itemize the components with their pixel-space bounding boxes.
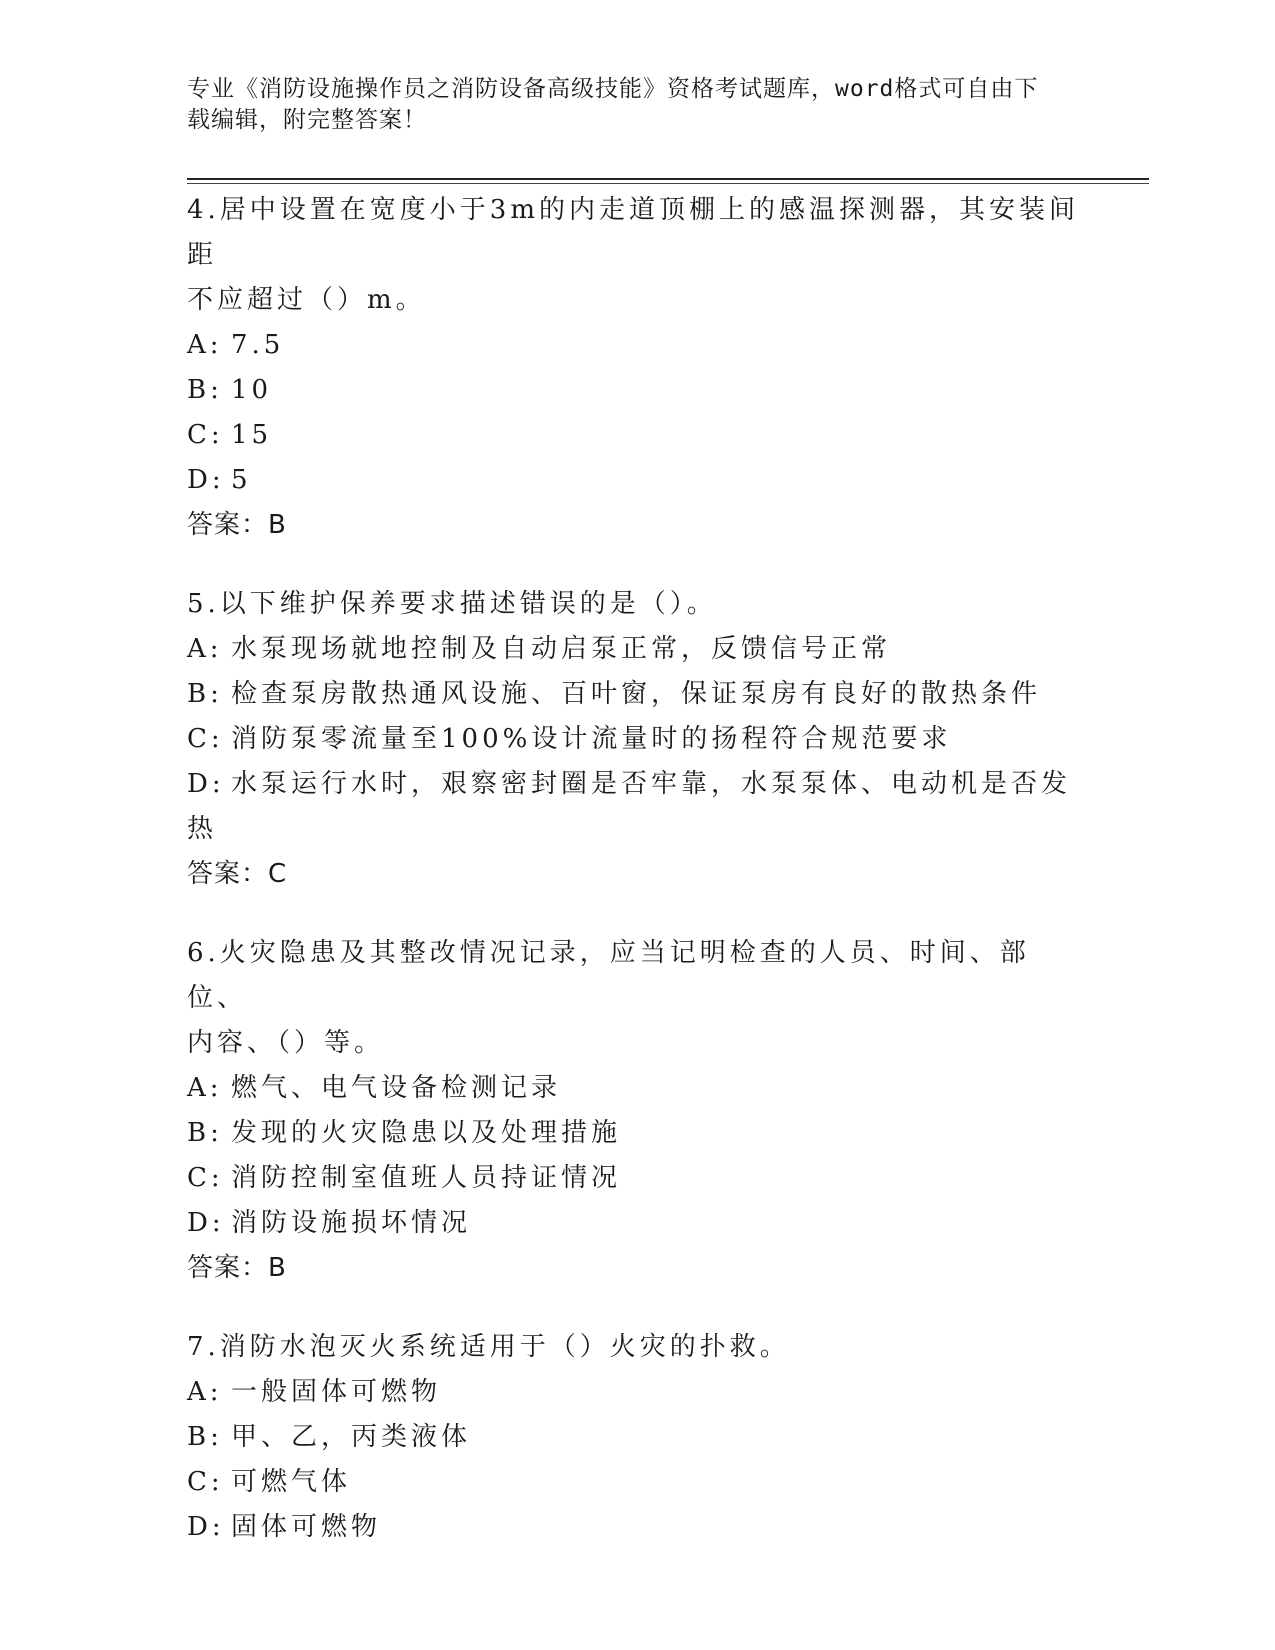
option-b <box>187 1111 1087 1156</box>
option-letter: D: <box>187 769 225 799</box>
option-c <box>187 1156 1087 1201</box>
question-stem-line-1: 7.消防水泡灭火系统适用于（）火灾的扑救。 <box>187 1332 790 1362</box>
question-5 <box>187 582 1087 897</box>
option-text: 检查泵房散热通风设施、百叶窗，保证泵房有良好的散热条件 <box>231 679 1042 709</box>
question-stem-line-2: 内容、（）等。 <box>187 1028 385 1058</box>
option-letter: D: <box>187 465 225 495</box>
option-a <box>187 1370 1087 1415</box>
question-stem-line-1: 5.以下维护保养要求描述错误的是（）。 <box>187 589 717 619</box>
option-letter: B: <box>187 679 223 709</box>
question-list <box>187 188 1087 1584</box>
option-text: 10 <box>231 375 273 405</box>
header-line-2: 载编辑，附完整答案！ <box>187 107 427 133</box>
option-text: 固体可燃物 <box>231 1512 382 1542</box>
option-text: 消防泵零流量至100%设计流量时的扬程符合规范要求 <box>231 724 952 754</box>
question-stem-line-1: 6.火灾隐患及其整改情况记录，应当记明检查的人员、时间、部位、 <box>187 938 1030 1013</box>
option-b <box>187 368 1087 413</box>
option-a <box>187 1066 1087 1111</box>
option-a <box>187 323 1087 368</box>
option-letter: B: <box>187 1422 223 1452</box>
option-d <box>187 1505 1087 1550</box>
option-letter: C: <box>187 420 224 450</box>
option-text: 水泵现场就地控制及自动启泵正常，反馈信号正常 <box>231 634 892 664</box>
answer-line: 答案：B <box>187 1253 287 1283</box>
option-d <box>187 1201 1087 1246</box>
option-text: 发现的火灾隐患以及处理措施 <box>231 1118 622 1148</box>
option-c <box>187 717 1087 762</box>
option-letter: C: <box>187 1467 224 1497</box>
question-7 <box>187 1325 1087 1550</box>
question-stem-line-1: 4.居中设置在宽度小于3m的内走道顶棚上的感温探测器，其安装间距 <box>187 195 1080 270</box>
option-text: 水泵运行水时，艰察密封圈是否牢靠，水泵泵体、电动机是否发热 <box>187 769 1072 844</box>
option-text: 消防控制室值班人员持证情况 <box>231 1163 622 1193</box>
document-header <box>187 74 1087 136</box>
option-b <box>187 672 1087 717</box>
header-divider-thick <box>187 178 1149 180</box>
option-letter: D: <box>187 1208 225 1238</box>
option-b <box>187 1415 1087 1460</box>
option-letter: B: <box>187 1118 223 1148</box>
option-letter: B: <box>187 375 223 405</box>
option-text: 消防设施损坏情况 <box>231 1208 472 1238</box>
option-text: 甲、乙，丙类液体 <box>231 1422 472 1452</box>
option-letter: A: <box>187 1073 223 1103</box>
option-c <box>187 1460 1087 1505</box>
option-text: 5 <box>231 465 252 495</box>
option-a <box>187 627 1087 672</box>
option-c <box>187 413 1087 458</box>
option-letter: C: <box>187 724 224 754</box>
option-text: 可燃气体 <box>231 1467 352 1497</box>
option-text: 燃气、电气设备检测记录 <box>231 1073 562 1103</box>
option-letter: D: <box>187 1512 225 1542</box>
option-letter: A: <box>187 1377 223 1407</box>
option-d <box>187 458 1087 503</box>
header-line-1: 专业《消防设施操作员之消防设备高级技能》资格考试题库，word格式可自由下 <box>187 76 1039 102</box>
header-divider-thin <box>187 183 1149 184</box>
option-d <box>187 762 1087 852</box>
option-letter: A: <box>187 330 223 360</box>
answer-line: 答案：C <box>187 859 288 889</box>
question-stem-line-2: 不应超过（）m。 <box>187 285 426 315</box>
option-letter: C: <box>187 1163 224 1193</box>
question-6 <box>187 931 1087 1291</box>
option-text: 15 <box>231 420 273 450</box>
answer-line: 答案：B <box>187 510 287 540</box>
option-text: 一般固体可燃物 <box>231 1377 442 1407</box>
option-letter: A: <box>187 634 223 664</box>
option-text: 7.5 <box>231 330 285 360</box>
question-4 <box>187 188 1087 548</box>
